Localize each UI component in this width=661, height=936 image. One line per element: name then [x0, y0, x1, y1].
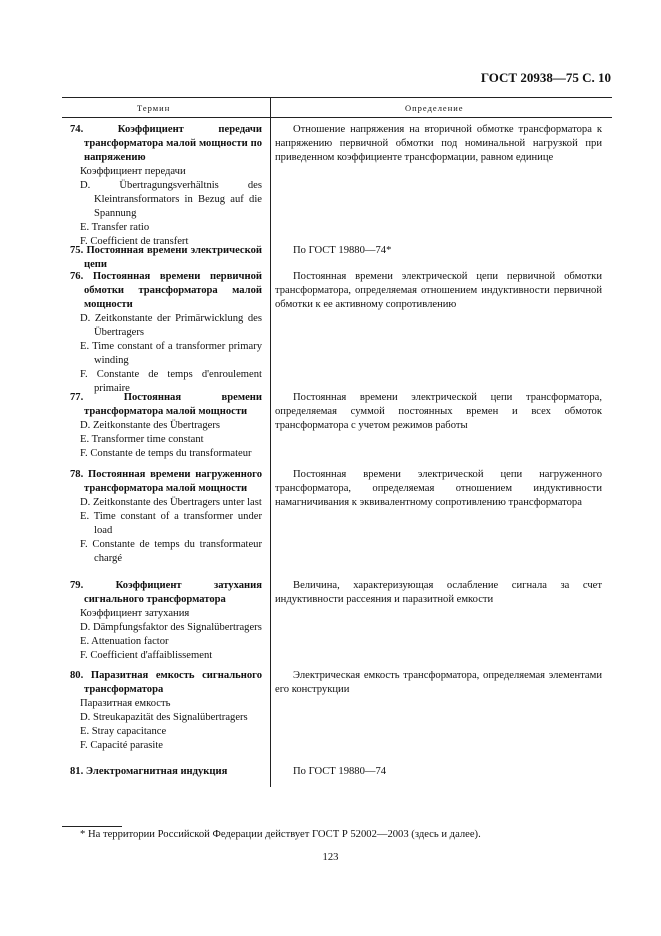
definition-text: Отношение напряжения на вторичной обмотке трансформатора к напряжению первичной обмотки под номинальной нагрузкой при приведенном коэффициенте трансформации, равном единице	[275, 124, 602, 163]
foreign-equivalent: E. Transformer time constant	[80, 434, 204, 445]
definition-cell	[275, 765, 602, 779]
term-cell	[70, 669, 262, 753]
definition-cell	[275, 468, 602, 510]
table-top-rule	[62, 97, 612, 98]
page-number: 123	[322, 852, 339, 863]
column-header-term: Термин	[137, 103, 171, 113]
foreign-equivalent: F. Constante de temps du transformateur	[80, 448, 252, 459]
table-header-rule	[62, 117, 612, 118]
foreign-equivalent: E. Stray capacitance	[80, 726, 167, 737]
term-synonym: Паразитная емкость	[80, 698, 171, 709]
term-entry	[70, 669, 610, 765]
term-entry	[70, 244, 610, 270]
foreign-equivalent: F. Coefficient d'affaiblissement	[80, 650, 213, 661]
term-entry	[70, 579, 610, 669]
term-title: 76. Постоянная времени первичной обмотки трансформатора малой мощности	[70, 271, 262, 310]
definition-text: Постоянная времени электрической цепи первичной обмотки трансформатора, определяемая отношением индуктивности первичной обмотки к ее активному сопротивлению	[275, 271, 602, 310]
foreign-equivalent: D. Übertragungsverhältnis des Kleintransformators in Bezug auf die Spannung	[80, 180, 262, 219]
foreign-equivalent: E. Time constant of a transformer primary winding	[80, 341, 262, 366]
term-entry	[70, 270, 610, 394]
term-title: 74. Коэффициент передачи трансформатора малой мощности по напряжению	[70, 124, 262, 163]
foreign-equivalent: D. Streukapazität des Signalübertragers	[80, 712, 248, 723]
foreign-equivalent: D. Zeitkonstante der Primärwicklung des Übertragers	[80, 313, 262, 338]
term-entry	[70, 123, 610, 247]
term-entry	[70, 391, 610, 468]
definition-cell	[275, 391, 602, 433]
term-cell	[70, 270, 262, 396]
foreign-equivalent: E. Transfer ratio	[80, 222, 150, 233]
term-synonym: Коэффициент передачи	[80, 166, 186, 177]
definition-cell	[275, 579, 602, 607]
definition-cell	[275, 270, 602, 312]
term-title: 75. Постоянная времени электрической цепи	[70, 245, 262, 270]
foreign-equivalent: F. Capacité parasite	[80, 740, 163, 751]
foreign-equivalent: D. Zeitkonstante des Übertragers	[80, 420, 221, 431]
term-title: 78. Постоянная времени нагруженного трансформатора малой мощности	[70, 469, 262, 494]
definition-text: Электрическая емкость трансформатора, определяемая элементами его конструкции	[275, 670, 602, 695]
definition-cell	[275, 244, 602, 258]
term-entry	[70, 468, 610, 579]
term-entry	[70, 765, 610, 795]
term-cell	[70, 579, 262, 663]
term-synonym: Коэффициент затухания	[80, 608, 190, 619]
definition-text: По ГОСТ 19880—74	[293, 766, 387, 777]
term-cell	[70, 123, 262, 249]
term-title: 79. Коэффициент затухания сигнального трансформатора	[70, 580, 262, 605]
definition-text: Постоянная времени электрической цепи трансформатора, определяемая суммой постоянных времен и всех обмоток трансформатора с учетом режимов работы	[275, 392, 602, 431]
column-header-definition: Определение	[405, 103, 464, 113]
term-cell	[70, 244, 262, 272]
definition-text: Постоянная времени электрической цепи нагруженного трансформатора, определяемая отношением индуктивности намагничивания к эквивалентному сопротивлению трансформатора	[275, 469, 602, 508]
definition-cell	[275, 669, 602, 697]
term-cell	[70, 765, 262, 779]
term-cell	[70, 468, 262, 566]
definition-cell	[275, 123, 602, 165]
term-title: 77. Постоянная времени трансформатора малой мощности	[70, 392, 262, 417]
foreign-equivalent: E. Attenuation factor	[80, 636, 169, 647]
footnote-rule	[62, 826, 122, 827]
term-cell	[70, 391, 262, 461]
term-title: 80. Паразитная емкость сигнального трансформатора	[70, 670, 262, 695]
definition-text: По ГОСТ 19880—74*	[293, 245, 392, 256]
foreign-equivalent: F. Constante de temps du transformateur chargé	[80, 539, 262, 564]
term-title: 81. Электромагнитная индукция	[70, 766, 228, 777]
definition-text: Величина, характеризующая ослабление сигнала за счет индуктивности рассеяния и паразитной емкости	[275, 580, 602, 605]
foreign-equivalent: D. Zeitkonstante des Übertragers unter last	[80, 497, 262, 508]
foreign-equivalent: F. Constante de temps d'enroulement primaire	[80, 369, 262, 394]
footnote: * На территории Российской Федерации действует ГОСТ Р 52002—2003 (здесь и далее).	[80, 829, 481, 840]
foreign-equivalent: E. Time constant of a transformer under load	[80, 511, 262, 536]
document-code: ГОСТ 20938—75 С. 10	[480, 70, 611, 85]
foreign-equivalent: D. Dämpfungsfaktor des Signalübertragers	[80, 622, 262, 633]
foreign-equivalent: F. Coefficient de transfert	[80, 236, 189, 247]
